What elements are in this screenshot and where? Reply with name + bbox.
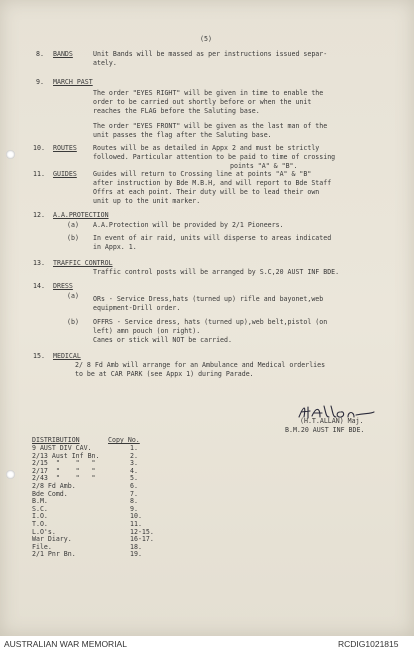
para-number: 12. [33,211,45,219]
distribution-copy-number: 4. [130,466,138,475]
distribution-copy-number: 6. [130,482,138,490]
para-line: Routes will be as detailed in Appx 2 and must be strictly [93,144,320,152]
para-line: in Appx. 1. [93,243,137,251]
signatory-title: B.M.20 AUST INF BDE. [285,426,365,434]
copy-no-heading: Copy No. [108,436,140,444]
distribution-unit: War Diary. [32,535,72,544]
distribution-unit: File. [32,542,52,551]
distribution-unit: 2/1 Pnr Bn. [32,550,76,559]
distribution-copy-number: 16-17. [130,535,154,544]
page-number: (5) [200,35,212,43]
distribution-unit: Bde Comd. [32,489,68,498]
distribution-copy-number: 18. [130,542,142,551]
distribution-copy-number: 1. [130,444,138,452]
para-heading: GUIDES [53,170,77,178]
para-heading: DRESS [53,282,73,290]
para-line: Guides will return to Crossing line at points "A" & "B" [93,170,312,178]
para-number: 11. [33,170,45,178]
distribution-copy-number: 8. [130,497,138,506]
distribution-unit: 2/17 " " " [32,466,96,475]
distribution-unit: B.M. [32,497,48,506]
distribution-unit: I.O. [32,512,48,521]
para-heading: TRAFFIC CONTROL [53,259,113,267]
distribution-copy-number: 12-15. [130,527,154,536]
distribution-copy-number: 11. [130,520,142,528]
para-line: Traffic control posts will be arranged by S.C,20 AUST INF BDE. [93,268,340,276]
distribution-copy-number: 5. [130,474,138,483]
para-line: Unit Bands will be massed as per instructions issued separ- [93,50,328,58]
para-line: reaches the FLAG before the Saluting base. [93,107,260,115]
para-heading: MEDICAL [53,352,81,360]
para-number: 8. [36,50,44,58]
para-line: to be at CAR PARK (see Appx 1) during Parade. [75,370,254,378]
punch-hole [6,150,15,159]
distribution-unit: 2/43 " " " [32,474,96,483]
distribution-unit: 9 AUST DIV CAV. [32,444,92,452]
para-line: ately. [93,59,117,67]
distribution-unit: S.C. [32,504,48,513]
para-number: 14. [33,282,45,290]
para-heading: MARCH PAST [53,78,93,86]
para-line: equipment-Drill order. [93,304,181,312]
para-line: order to be carried out shortly before or when the unit [93,98,312,106]
distribution-copy-number: 2. [130,451,138,460]
para-number: 10. [33,144,45,152]
para-line: points "A" & "B". [230,162,298,170]
para-heading: A.A.PROTECTION [53,211,109,219]
subpara-label: (a) [67,292,79,300]
distribution-unit: T.O. [32,520,48,528]
distribution-copy-number: 19. [130,550,142,559]
signatory-name: (H.T.ALLAN) Maj. [300,417,364,425]
para-line: ORs - Service Dress,hats (turned up) rifle and bayonet,web [93,295,324,303]
para-line: unit up to the unit marker. [93,197,201,205]
footer-source: AUSTRALIAN WAR MEMORIAL [4,639,127,649]
para-heading: BANDS [53,50,73,58]
distribution-unit: 2/13 Aust Inf Bn. [32,451,100,460]
para-line: Canes or stick will NOT be carried. [93,336,232,344]
distribution-unit: L.O's. [32,527,56,536]
distribution-copy-number: 7. [130,489,138,498]
para-line: The order "EYES RIGHT" will be given in time to enable the [93,89,324,97]
distribution-unit: 2/8 Fd Amb. [32,482,76,490]
para-line: OFFRS - Service dress, hats (turned up),web belt,pistol (on [93,318,328,326]
para-line: followed. Particular attention to be paid to time of crossing [93,153,336,161]
para-line: left) amn pouch (on right). [93,327,201,335]
subpara-label: (b) [67,234,79,242]
distribution-copy-number: 10. [130,512,142,521]
para-number: 15. [33,352,45,360]
para-line: 2/ 8 Fd Amb will arrange for an Ambulance and Medical orderlies [75,361,326,369]
para-number: 9. [36,78,44,86]
para-heading: ROUTES [53,144,77,152]
para-line: In event of air raid, units will disperse to areas indicated [93,234,332,242]
subpara-label: (a) [67,221,79,229]
para-line: Offrs at each point. Their duty will be to lead their own [93,188,320,196]
distribution-copy-number: 3. [130,459,138,468]
distribution-heading: DISTRIBUTION [32,436,80,444]
para-line: A.A.Protection will be provided by 2/1 Pioneers. [93,221,284,229]
para-line: The order "EYES FRONT" will be given as the last man of the [93,122,328,130]
para-line: unit passes the flag after the Saluting base. [93,131,272,139]
footer-reference: RCDIG1021815 [338,639,399,649]
para-number: 13. [33,259,45,267]
distribution-copy-number: 9. [130,504,138,513]
distribution-unit: 2/15 " " " [32,459,96,468]
punch-hole [6,470,15,479]
subpara-label: (b) [67,318,79,326]
para-line: after instruction by Bde M.B.H, and will report to Bde Staff [93,179,332,187]
